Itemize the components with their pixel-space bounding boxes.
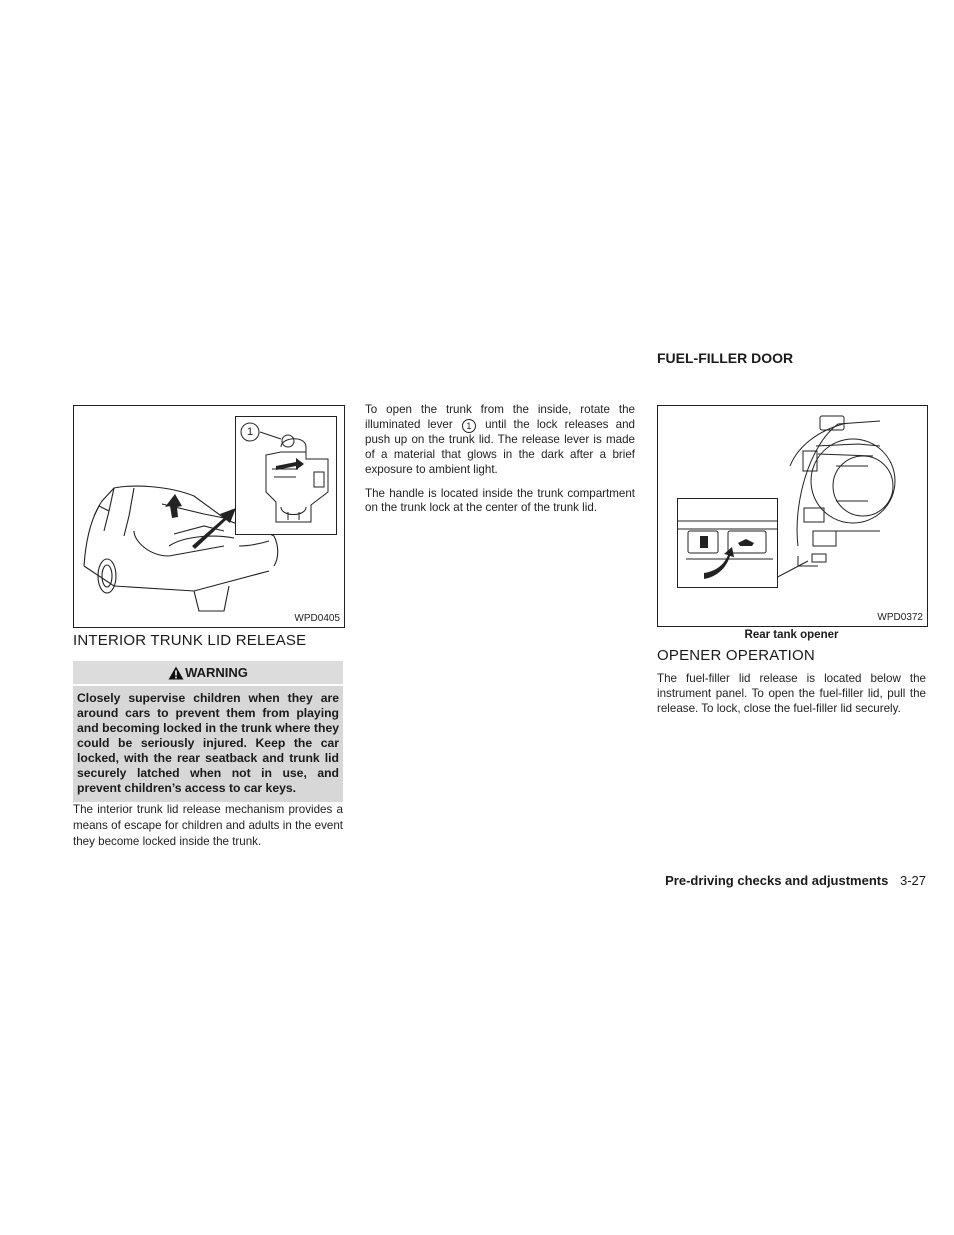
trunk-release-paragraph: The interior trunk lid release mechanism provides a means of escape for children and adults in the event they become locked inside the trunk.	[73, 803, 343, 848]
trunk-open-paragraph	[365, 403, 635, 478]
lever-marker-1: 1	[462, 419, 476, 433]
fuel-figure	[657, 405, 928, 627]
opener-operation-heading: OPENER OPERATION	[657, 647, 815, 664]
warning-triangle-icon	[168, 666, 184, 680]
warning-box	[73, 661, 343, 802]
trunk-lock-inset	[235, 416, 337, 535]
fuel-opener-inset	[677, 498, 778, 588]
fuel-figure-caption: Rear tank opener	[744, 629, 839, 641]
warning-text: Closely supervise children when they are around cars to prevent them from playing and becoming locked in the trunk where they could be seriously injured. Keep the car locked, with the rear seatback and trunk lid securely latched when not in use, and prevent children’s access to car keys.	[73, 684, 343, 802]
handle-location-paragraph: The handle is located inside the trunk compartment on the trunk lock at the center of the trunk lid.	[365, 486, 635, 515]
warning-header	[73, 661, 343, 684]
trunk-section-heading: INTERIOR TRUNK LID RELEASE	[73, 632, 307, 649]
warning-title: WARNING	[185, 665, 248, 680]
footer-page-number: 3-27	[899, 873, 926, 888]
opener-operation-paragraph: The fuel-filler lid release is located below the instrument panel. To open the fuel-filler lid, pull the release. To lock, close the fuel-filler lid securely.	[657, 672, 926, 715]
fuel-figure-code: WPD0372	[877, 612, 923, 623]
trunk-open-text-end: until the lock releases and push up on the trunk lid. The release lever is made of a material that glows in the dark after a brief exposure to ambient light.	[365, 417, 635, 476]
fuel-section-heading: FUEL-FILLER DOOR	[657, 350, 794, 366]
page-footer	[665, 873, 926, 888]
fuel-lever-illustration	[678, 499, 777, 587]
trunk-figure	[73, 405, 345, 628]
callout-number-1: 1	[246, 426, 254, 438]
trunk-figure-code: WPD0405	[294, 613, 340, 624]
footer-section-title: Pre-driving checks and adjustments	[665, 873, 889, 888]
trunk-open-text-start: To open the trunk from the inside, rotate the illuminated lever	[365, 403, 635, 431]
middle-column-text	[365, 403, 635, 525]
